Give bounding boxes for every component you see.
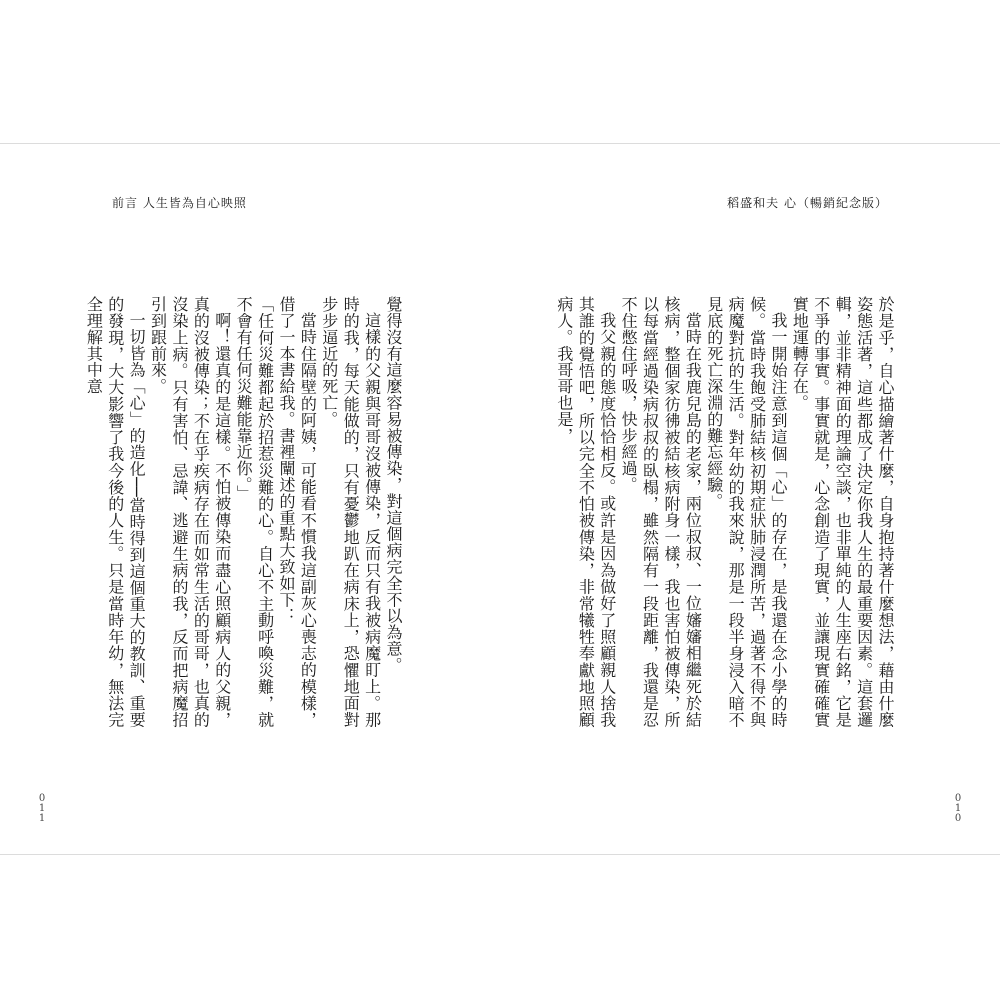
right-page-number — [952, 794, 964, 824]
right-paragraph-2: 我一開始注意到這個「心」的存在，是我還在念小學的時候。當時我飽受肺結核初期症狀肺浸潤所苦，過著不得不與病魔對抗的生活。對年幼的我來說，那是一段半身浸入暗不見底的死亡深淵的難忘經驗。 — [704, 296, 788, 728]
left-paragraph-1: 覺得沒有這麼容易被傳染，對這個病完全不以為意。 — [384, 296, 403, 674]
left-paragraph-4: 「任何災難都起於招惹災難的心。自心不主動呼喚災難，就不會有任何災難能靠近你。」 — [234, 296, 275, 728]
book-spread — [0, 143, 1000, 855]
right-paragraph-4: 我父親的態度恰恰相反。或許是因為做好了照顧親人捨我其誰的覺悟吧，所以完全不怕被傳染，非常犧牲奉獻地照顧病人。我哥哥也是， — [554, 296, 617, 728]
left-paragraph-5: 啊！還真的是這樣。不怕被傳染而盡心照顧病人的父親，真的沒被傳染；不在乎疾病存在而如常生活的哥哥，也真的沒染上病。只有害怕、忌諱、逃避生病的我，反而把病魔招引到跟前來。 — [148, 296, 232, 728]
right-paragraph-3: 當時在我鹿兒島的老家，兩位叔叔、一位嬸嬸相繼死於結核病，整個家彷彿被結核病附身一樣，我也害怕被傳染，所以每當經過染病叔叔的臥榻，雖然隔有一段距離，我還是忍不住憋住呼吸，快步經過。 — [619, 296, 703, 728]
right-folio-digit: 1 — [954, 803, 962, 814]
left-folio-digit: 1 — [38, 813, 46, 824]
right-body-text — [554, 296, 896, 728]
right-paragraph-1: 於是乎，自心描繪著什麼，自身抱持著什麼想法，藉由什麼姿態活著，這些都成了決定你我人生的最重要因素。這套邏輯，並非精神面的理論空談，也非單純的人生座右銘，它是不爭的事實。事實就是，心念創造了現實，並讓現實確確實實地運轉存在。 — [790, 296, 895, 728]
right-page — [500, 144, 1000, 854]
right-running-head: 稻盛和夫 心（暢銷紀念版） — [727, 196, 888, 210]
left-paragraph-3: 當時住隔壁的阿姨，可能看不慣我這副灰心喪志的模樣，借了一本書給我。書裡闡述的重點大致如下： — [276, 296, 318, 728]
right-folio-digit: 0 — [954, 813, 962, 824]
left-paragraph-6: 一切皆為「心」的造化──當時得到這個重大的教訓、重要的發現，大大影響了我今後的人生。只是當時年幼，無法完全理解其中意 — [84, 296, 147, 728]
left-folio-digit: 1 — [38, 803, 46, 814]
left-page — [0, 144, 500, 854]
left-folio-digit: 0 — [38, 793, 46, 804]
left-page-number — [36, 794, 48, 824]
left-paragraph-2: 這樣的父親與哥哥沒被傳染，反而只有我被病魔盯上。那時的我，每天能做的，只有憂鬱地趴在病床上，恐懼地面對步步逼近的死亡。 — [319, 296, 382, 728]
left-running-head: 前言 人生皆為自心映照 — [112, 196, 247, 210]
right-folio-digit: 0 — [954, 793, 962, 804]
left-body-text — [84, 296, 404, 728]
